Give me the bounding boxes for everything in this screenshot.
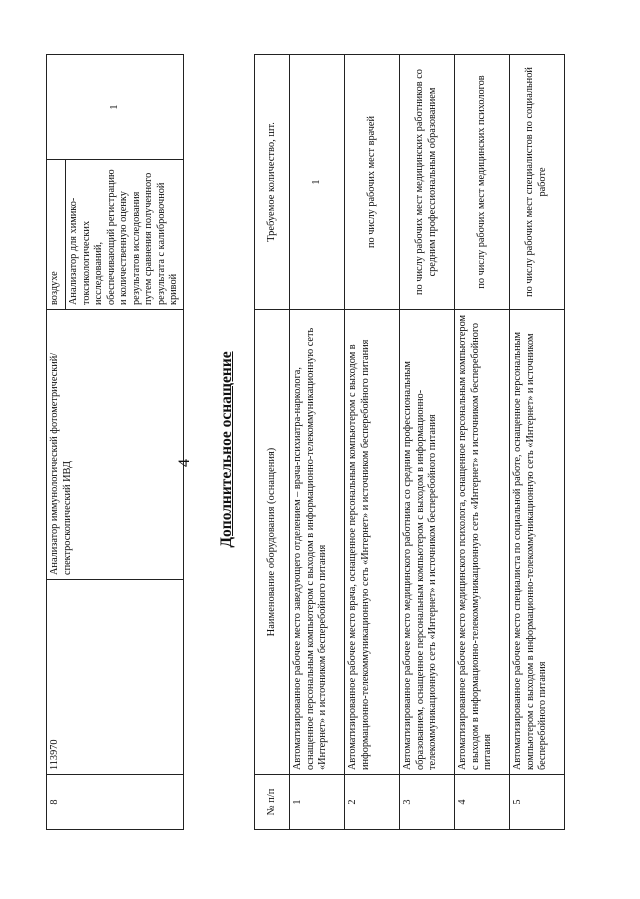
equipment-name: Анализатор иммунологический фотометрический/спектроскопический ИВД: [47, 310, 184, 580]
table-row: [455, 55, 510, 830]
column-header-name: Наименование оборудования (оснащения): [255, 310, 290, 775]
required-quantity: по числу рабочих мест врачей: [345, 55, 400, 310]
equipment-name: Автоматизированное рабочее место врача, оснащенное персональным компьютером с выходом в информационно-телекоммуникационную сеть «Интернет» и источником бесперебойного питания: [345, 310, 400, 775]
row-number: 4: [455, 775, 510, 830]
description-header: воздухе: [47, 160, 66, 309]
table-header-row: [255, 55, 290, 830]
row-number: 8: [47, 775, 184, 830]
page-number: 4: [176, 459, 193, 467]
equipment-description: Анализатор для химико-токсикологических исследований, обеспечивающий регистрацию и количественную оценку результатов исследования путем сравнения полученного результата с калибровочной кривой: [68, 169, 180, 305]
table-row: [400, 55, 455, 830]
required-quantity: по числу рабочих мест медицинских психологов: [455, 55, 510, 310]
equipment-description-cell: [47, 160, 184, 310]
required-quantity: по числу рабочих мест специалистов по социальной работе: [510, 55, 565, 310]
table-row: [47, 55, 184, 830]
row-number: 5: [510, 775, 565, 830]
column-header-number: № п/п: [255, 775, 290, 830]
equipment-name: Автоматизированное рабочее место медицинского работника со средним профессиональным образованием, оснащенное персональным компьютером с выходом в информационно-телекоммуникационную сеть «Интернет» и источником бесперебойного питания: [400, 310, 455, 775]
table-row: [510, 55, 565, 830]
table-row: [290, 55, 345, 830]
equipment-name: Автоматизированное рабочее место заведующего отделением – врача-психиатра-нарколога, оснащенное персональным компьютером с выходом в информационно-телекоммуникационную сеть «Интернет» и источником бесперебойного питания: [290, 310, 345, 775]
row-number: 2: [345, 775, 400, 830]
equipment-table-continuation: [46, 54, 184, 830]
equipment-quantity: 1: [47, 55, 184, 160]
row-number: 3: [400, 775, 455, 830]
required-quantity: по числу рабочих мест медицинских работников со средним профессиональным образованием: [400, 55, 455, 310]
table-row: [345, 55, 400, 830]
section-heading: Дополнительное оснащение: [218, 351, 235, 548]
equipment-name: Автоматизированное рабочее место медицинского психолога, оснащенное персональным компьютером с выходом в информационно-телекоммуникационную сеть «Интернет» и источником бесперебойного питания: [455, 310, 510, 775]
row-number: 1: [290, 775, 345, 830]
additional-equipment-table: [254, 54, 565, 830]
column-header-quantity: Требуемое количество, шт.: [255, 55, 290, 310]
equipment-name: Автоматизированное рабочее место специалиста по социальной работе, оснащенное персональным компьютером с выходом в информационно-телекоммуникационную сеть «Интернет» и источником бесперебойного питания: [510, 310, 565, 775]
equipment-code: 113970: [47, 580, 184, 775]
required-quantity: 1: [290, 55, 345, 310]
